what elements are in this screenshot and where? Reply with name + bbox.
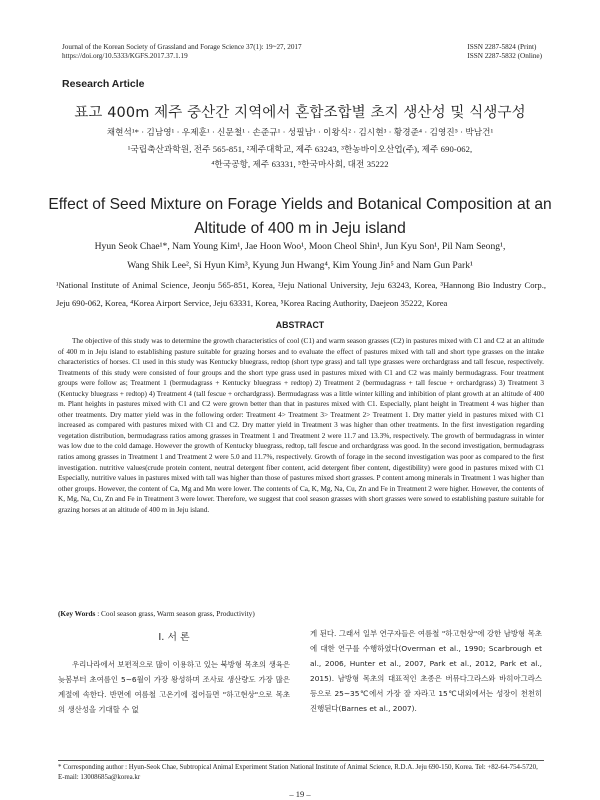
korean-affiliation-line: ¹국립축산과학원, 전주 565-851, ²제주대학교, 제주 63243, ³한농바이오산업(주), 제주 690-062, (127, 144, 473, 154)
keywords (58, 609, 544, 618)
corresponding-author-footnote: * Corresponding author : Hyun-Seok Chae, Subtropical Animal Experiment Station National Institute of Animal Science, R.D.A. Jeju 690-150, Korea. Tel: +82-64-754-5720, E-mail: 13008685a@korea.kr (58, 764, 538, 782)
intro-paragraph-continued: 게 된다. 그래서 일부 연구자들은 여름철 "하고현상"에 강한 남방형 목초에 대한 연구를 수행하였다(Overman et al., 1990; Scarbrough et al., 2006, Hunter et al., 2007, Park et al., 2012, Park et al., 2015). 남방형 목초의 대표적인 초종은 버뮤다그라스와 바히아그라스 등으로 25~35℃에서 가장 잘 자라고 15℃내외에서는 성장이 천천히 진행된다(Barnes et al., 2007). (310, 629, 542, 714)
abstract-heading: ABSTRACT (275, 320, 325, 330)
intro-right-column (310, 626, 542, 717)
doi-link[interactable]: https://doi.org/10.5333/KGFS.2017.37.1.19 (62, 52, 188, 61)
footnote-divider (58, 760, 544, 761)
korean-affiliation-line: ⁴한국공항, 제주 63331, ⁵한국마사회, 대전 35222 (211, 159, 389, 169)
english-title (30, 193, 570, 241)
keywords-list: : Cool season grass, Warm season grass, Productivity) (97, 609, 255, 618)
article-type: Research Article (62, 78, 145, 90)
abstract-text: The objective of this study was to determine the growth characteristics of cool (C1) and warm season grasses (C2) in pastures mixed with C1 and C2 at an altitude of 400 m in Jeju island to establishing pasture suitable for grazing horses and to evaluate the effect of pastures mixed with tall and short type grasses on the intake characteristics of horses. C1 used in this study was Kentucky bluegrass, redtop (short type grass) and tall type grasses were orchardgrass and tall fescue, respectively. Treatments of this study were consisted of four groups and the short type grass used in pastures mixed with C1 and C2 was mainly bermudagrass. Four treatment groups were follow as; Treatment 1 (bermudagrass + Kentucky bluegrass + redtop) 2) Treatment 2 (bermudagrass + tall fescue + orchardgrass) 3) Treatment 3 (Kentucky bluegrass + redtop) 4) Treatment 4 (tall fescue + orchardgrass). Bermudagrass was a little winter killing and inhibition of plant growth at an altitude of 400 m. Plant heights in pastures mixed with C1 and C2 were grown better than that in pastures mixed with C1. Especially, plant height in Treatment 4 was higher than other treatments. Dry matter yield was in the following order: Treatment 4> Treatment 3> Treatment 2> Treatment 1. Dry matter yield in pastures mixed with C1 increased as compared with pastures mixed with C1 and C2. Dry matter yield in Treatment 3 was higher than other treatments. In the first investigation regarding vegetation distribution, bermudagrass ratios among grasses in Treatment 1 and Treatment 2 were 11.7 and 13.3%, respectively. The growth of bermudagrass in winter was low due to the cold damage. However the growth of Kentucky bluegrass, redtop, tall fescue and orchardgrass was good. In the second investigation, bermudagrass ratios among grasses in Treatment 1 and Treatment 2 were 5.0 and 11.7%, respectively. Growth of forage in the second investigation was poor as compared to the first investigation. nutritive values(crude protein content, neutral detergent fiber content, acid detergent fiber content, digestibility) were good in pastures mixed with C1 Especially, nutritive values in pastures mixed with tall was higher than those of pastures mixed short grasses. P content among minerals in Treatment 1 was higher than other groups. However, the content of Ca, Mg and Mn were lower. The contents of Ca, K, Mg, Na, Cu, Zn and Fe in Treatment 2 were higher. However, the contents of K, Mg, Na, Cu, Zn and Fe in Treatment 3 were lower. Therefore, we suggest that cool season grasses with short grasses were sowed to establishing pasture suitable for grazing horses at an altitude of 400 m in Jeju island. (58, 337, 544, 514)
korean-authors: 채현석¹* · 김남영¹ · 우제훈¹ · 신문철¹ · 손준규¹ · 성필남¹ · 이왕식² · 김시현³ · 황경준⁴ · 김영진⁵ · 박남건¹ (106, 127, 494, 137)
english-authors (30, 238, 570, 275)
english-authors-line: Wang Shik Lee², Si Hyun Kim³, Kyung Jun Hwang⁴, Kim Young Jin⁵ and Nam Gun Park¹ (127, 259, 473, 271)
english-title-line: Altitude of 400 m in Jeju island (194, 220, 406, 237)
issn-block (467, 43, 542, 62)
english-affiliations: ¹National Institute of Animal Science, Jeonju 565-851, Korea, ²Jeju National University, Jeju 63243, Korea, ³Hannong Bio Industry Corp., Jeju 690-062, Korea, ⁴Korea Airport Service, Jeju 63331, Korea, ⁵Korea Racing Authority, Daejeon 35222, Korea (56, 280, 546, 308)
issn-online: ISSN 2287-5832 (Online) (467, 52, 542, 61)
section-heading: Ⅰ. 서 론 (158, 632, 190, 643)
korean-title: 표고 400m 제주 중산간 지역에서 혼합조합별 초지 생산성 및 식생구성 (74, 105, 526, 121)
page-number: ‒ 19 ‒ (289, 789, 311, 799)
journal-citation: Journal of the Korean Society of Grassland and Forage Science 37(1): 19~27, 2017 (62, 43, 302, 51)
english-title-line: Effect of Seed Mixture on Forage Yields and Botanical Composition at an (48, 196, 552, 213)
keywords-label: (Key Words (58, 609, 96, 618)
intro-paragraph: 우리나라에서 보편적으로 많이 이용하고 있는 북방형 목초의 생육은 늦봄부터 초여름인 5~6월이 가장 왕성하며 조사료 생산량도 가장 많은 계절에 속한다. 반면에 여름철 고온기에 접어들면 "하고현상"으로 목초의 생산성을 기대할 수 없 (58, 660, 290, 715)
issn-print: ISSN 2287-5824 (Print) (467, 43, 537, 51)
journal-header (62, 43, 302, 62)
intro-left-column (58, 626, 290, 717)
english-authors-line: Hyun Seok Chae¹*, Nam Young Kim¹, Jae Hoon Woo¹, Moon Cheol Shin¹, Jun Kyu Son¹, Pil Nam Seong¹, (94, 241, 506, 252)
